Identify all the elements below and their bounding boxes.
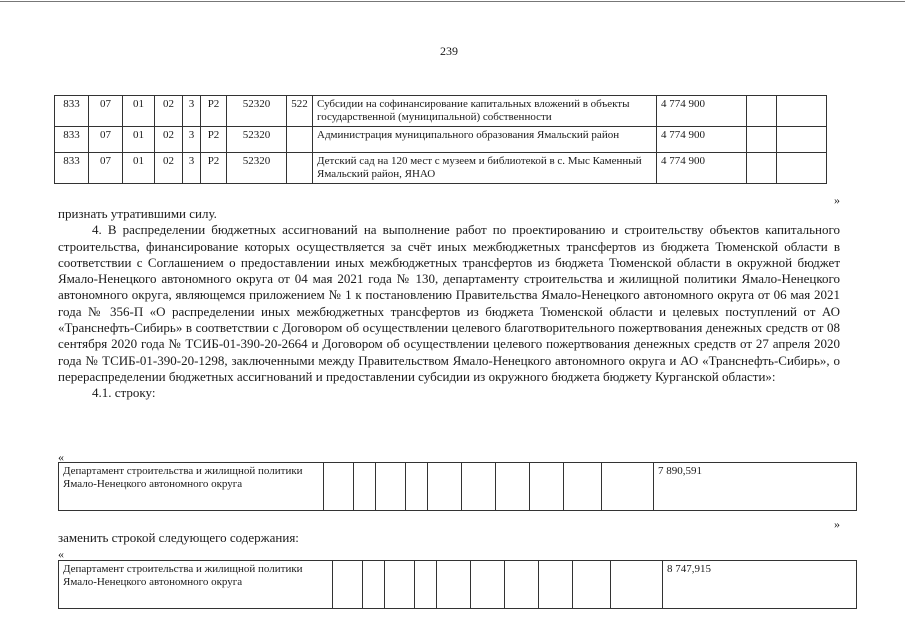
code-cell bbox=[287, 127, 313, 153]
code-cell: P2 bbox=[201, 96, 227, 127]
code-cell: 01 bbox=[123, 127, 155, 153]
amount-cell: 4 774 900 bbox=[657, 96, 747, 127]
item-name-cell: Детский сад на 120 мест с музеем и библиотекой в с. Мыс Каменный Ямальский район, ЯНАО bbox=[313, 153, 657, 184]
department-name: Департамент строительства и жилищной политики Ямало-Ненецкого автономного округа bbox=[59, 561, 333, 609]
empty-cell bbox=[747, 127, 777, 153]
budget-table-top bbox=[54, 95, 827, 184]
item-name-cell: Субсидии на софинансирование капитальных вложений в объекты государственной (муниципальной) собственности bbox=[313, 96, 657, 127]
code-cell: 3 bbox=[183, 153, 201, 184]
table-row bbox=[55, 96, 827, 127]
code-cell: 833 bbox=[55, 96, 89, 127]
empty-cell bbox=[747, 96, 777, 127]
budget-row-old bbox=[58, 462, 857, 511]
code-cell: 02 bbox=[155, 96, 183, 127]
empty-cell bbox=[777, 127, 827, 153]
open-quote: « bbox=[58, 547, 64, 561]
code-cell: 02 bbox=[155, 127, 183, 153]
code-cell bbox=[287, 153, 313, 184]
page-number: 239 bbox=[440, 44, 458, 58]
table-row bbox=[55, 153, 827, 184]
code-cell: P2 bbox=[201, 153, 227, 184]
code-cell: 07 bbox=[89, 127, 123, 153]
paragraph-4: 4. В распределении бюджетных ассигнований на выполнение работ по проектированию и строительству объектов капитального строительства, финансирование которых осуществляется за счёт иных межбюджетных трансфертов из бюджета Тюменской области в соответствии с Соглашением о предоставлении иных межбюджетных трансфертов из бюджета Тюменской области в окружной бюджет Ямало-Ненецкого автономного округа от 04 мая 2021 года № 130, департаменту строительства и жилищной политики Ямало-Ненецкого автономного округа, являющемся приложением № 1 к постановлению Правительства Ямало-Ненецкого автономного округа от 06 мая 2021 года № 356-П «О распределении иных межбюджетных трансфертов из бюджета Тюменской области и целевых поступлений от АО «Транснефть-Сибирь» в соответствии с Договором об осуществлении целевого благотворительного пожертвования денежных средств от 08 сентября 2020 года № ТСИБ-01-390-20-2664 и Договором об осуществлении целевого пожертвования денежных средств от 27 апреля 2020 года № ТСИБ-01-390-20-1298, заключенными между Правительством Ямало-Ненецкого автономного округа и АО «Транснефть-Сибирь», о перераспределении бюджетных ассигнований и предоставлении субсидии из окружного бюджета бюджету Курганской области»: bbox=[58, 222, 840, 384]
top-border-line bbox=[0, 1, 905, 2]
code-cell: 07 bbox=[89, 96, 123, 127]
text-line: признать утратившими силу. bbox=[58, 206, 217, 221]
subparagraph-4-1: 4.1. строку: bbox=[92, 385, 156, 401]
budget-row-new bbox=[58, 560, 857, 609]
document-body bbox=[58, 206, 840, 402]
code-cell: P2 bbox=[201, 127, 227, 153]
code-cell: 52320 bbox=[227, 153, 287, 184]
close-quote: » bbox=[834, 193, 840, 207]
code-cell: 52320 bbox=[227, 96, 287, 127]
code-cell: 52320 bbox=[227, 127, 287, 153]
open-quote: « bbox=[58, 450, 64, 464]
code-cell: 02 bbox=[155, 153, 183, 184]
empty-cell bbox=[777, 96, 827, 127]
code-cell: 833 bbox=[55, 127, 89, 153]
amount-cell: 7 890,591 bbox=[654, 463, 857, 511]
code-cell: 3 bbox=[183, 96, 201, 127]
code-cell: 833 bbox=[55, 153, 89, 184]
table-row bbox=[55, 127, 827, 153]
code-cell: 3 bbox=[183, 127, 201, 153]
replace-text: заменить строкой следующего содержания: bbox=[58, 530, 299, 545]
close-quote: » bbox=[834, 517, 840, 531]
code-cell: 522 bbox=[287, 96, 313, 127]
amount-cell: 4 774 900 bbox=[657, 127, 747, 153]
department-name: Департамент строительства и жилищной политики Ямало-Ненецкого автономного округа bbox=[59, 463, 324, 511]
empty-cell bbox=[747, 153, 777, 184]
item-name-cell: Администрация муниципального образования Ямальский район bbox=[313, 127, 657, 153]
code-cell: 07 bbox=[89, 153, 123, 184]
code-cell: 01 bbox=[123, 96, 155, 127]
empty-cell bbox=[777, 153, 827, 184]
code-cell: 01 bbox=[123, 153, 155, 184]
amount-cell: 4 774 900 bbox=[657, 153, 747, 184]
amount-cell: 8 747,915 bbox=[663, 561, 857, 609]
